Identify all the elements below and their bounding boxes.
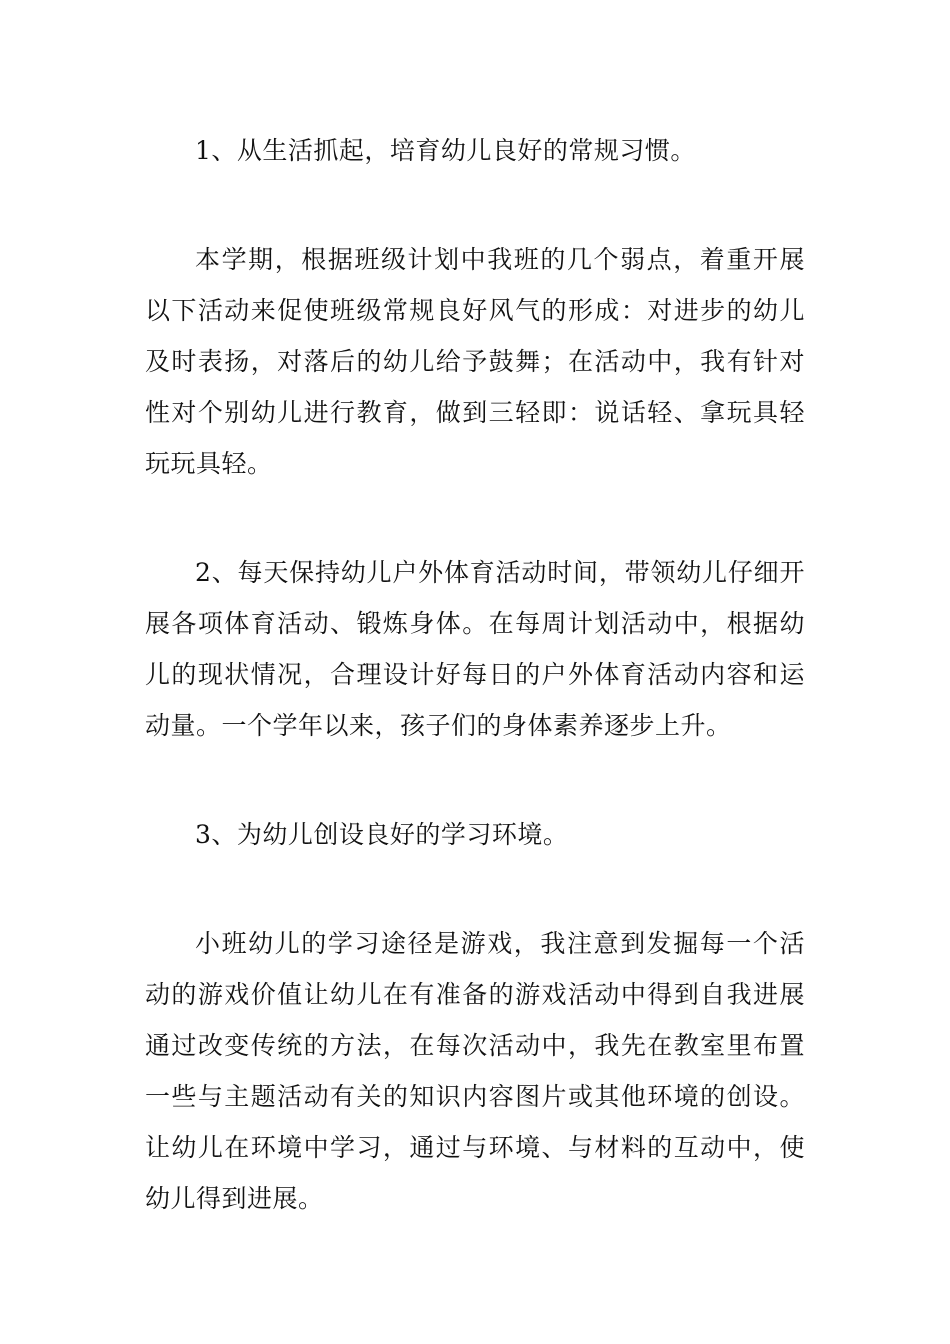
body-paragraph-1: 本学期，根据班级计划中我班的几个弱点，着重开展以下活动来促使班级常规良好风气的形成：对进步的幼儿及时表扬，对落后的幼儿给予鼓舞；在活动中，我有针对性对个别幼儿进行教育，做到三轻即：说话轻、拿玩具轻玩玩具轻。 xyxy=(145,245,805,478)
heading-paragraph-1: 1、从生活抓起，培育幼儿良好的常规习惯。 xyxy=(195,136,696,165)
body-paragraph-2: 2、每天保持幼儿户外体育活动时间，带领幼儿仔细开展各项体育活动、锻炼身体。在每周计划活动中，根据幼儿的现状情况，合理设计好每日的户外体育活动内容和运动量。一个学年以来，孩子们的身体素养逐步上升。 xyxy=(145,558,805,740)
heading-paragraph-3: 3、为幼儿创设良好的学习环境。 xyxy=(195,820,569,849)
document-body xyxy=(145,125,805,1224)
body-paragraph-3: 小班幼儿的学习途径是游戏，我注意到发掘每一个活动的游戏价值让幼儿在有准备的游戏活动中得到自我进展通过改变传统的方法，在每次活动中，我先在教室里布置一些与主题活动有关的知识内容图片或其他环境的创设。让幼儿在环境中学习，通过与环境、与材料的互动中，使幼儿得到进展。 xyxy=(145,929,805,1213)
